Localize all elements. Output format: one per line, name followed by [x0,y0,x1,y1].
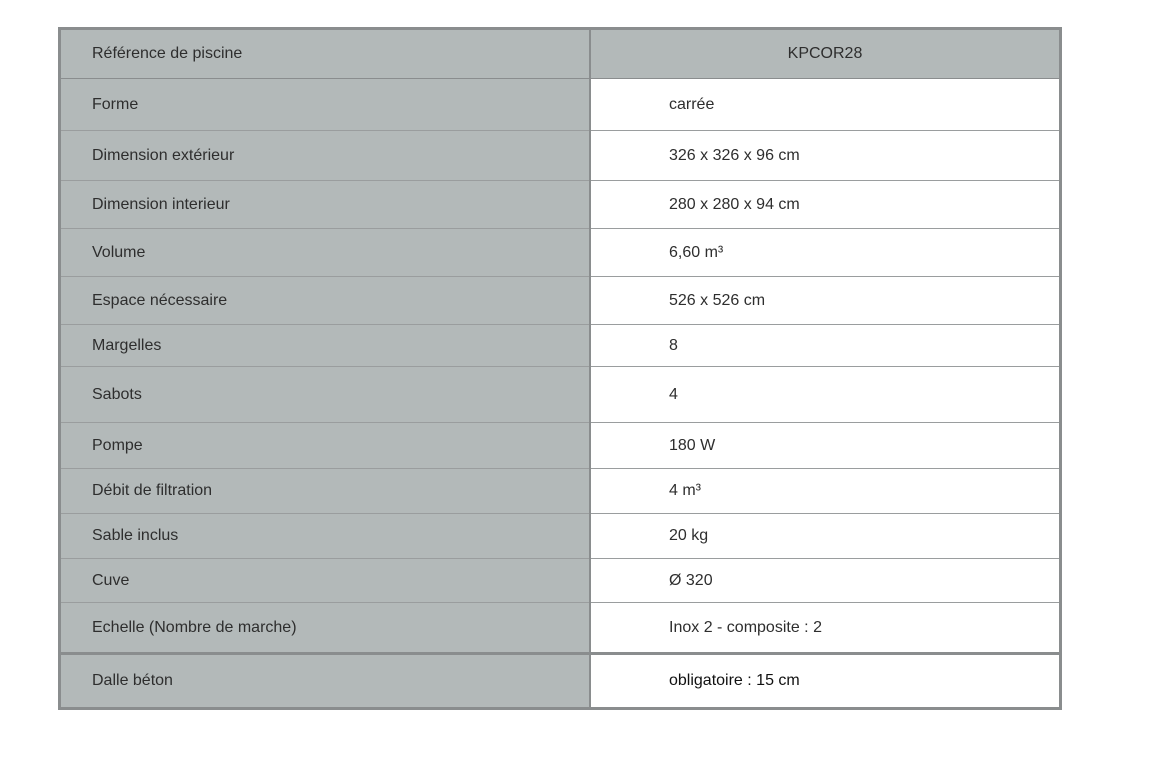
row-value: 280 x 280 x 94 cm [590,181,1061,229]
table-row [60,325,1061,367]
table-row [60,514,1061,559]
table-row [60,367,1061,423]
table-row [60,131,1061,181]
table-row [60,423,1061,469]
row-value: 4 [590,367,1061,423]
row-label: Sable inclus [60,514,591,559]
row-label: Dimension interieur [60,181,591,229]
table-row [60,469,1061,514]
row-value: obligatoire : 15 cm [590,654,1061,709]
row-value: 180 W [590,423,1061,469]
row-value: carrée [590,79,1061,131]
table-row [60,79,1061,131]
table-row [60,181,1061,229]
row-value: 20 kg [590,514,1061,559]
row-label: Dalle béton [60,654,591,709]
row-label: Volume [60,229,591,277]
row-label: Pompe [60,423,591,469]
row-label: Espace nécessaire [60,277,591,325]
row-value: 8 [590,325,1061,367]
row-value: 4 m³ [590,469,1061,514]
row-label: Dimension extérieur [60,131,591,181]
table-row [60,559,1061,603]
table-row [60,654,1061,709]
row-label: Sabots [60,367,591,423]
spec-table [58,27,1062,710]
row-value: 526 x 526 cm [590,277,1061,325]
row-value: 6,60 m³ [590,229,1061,277]
table-row [60,277,1061,325]
header-label: Référence de piscine [60,29,591,79]
row-label: Débit de filtration [60,469,591,514]
row-label: Cuve [60,559,591,603]
row-label: Echelle (Nombre de marche) [60,603,591,654]
row-value: Inox 2 - composite : 2 [590,603,1061,654]
table-header-row [60,29,1061,79]
row-label: Forme [60,79,591,131]
header-value: KPCOR28 [590,29,1061,79]
table-row [60,603,1061,654]
table-row [60,229,1061,277]
row-label: Margelles [60,325,591,367]
row-value: Ø 320 [590,559,1061,603]
row-value: 326 x 326 x 96 cm [590,131,1061,181]
